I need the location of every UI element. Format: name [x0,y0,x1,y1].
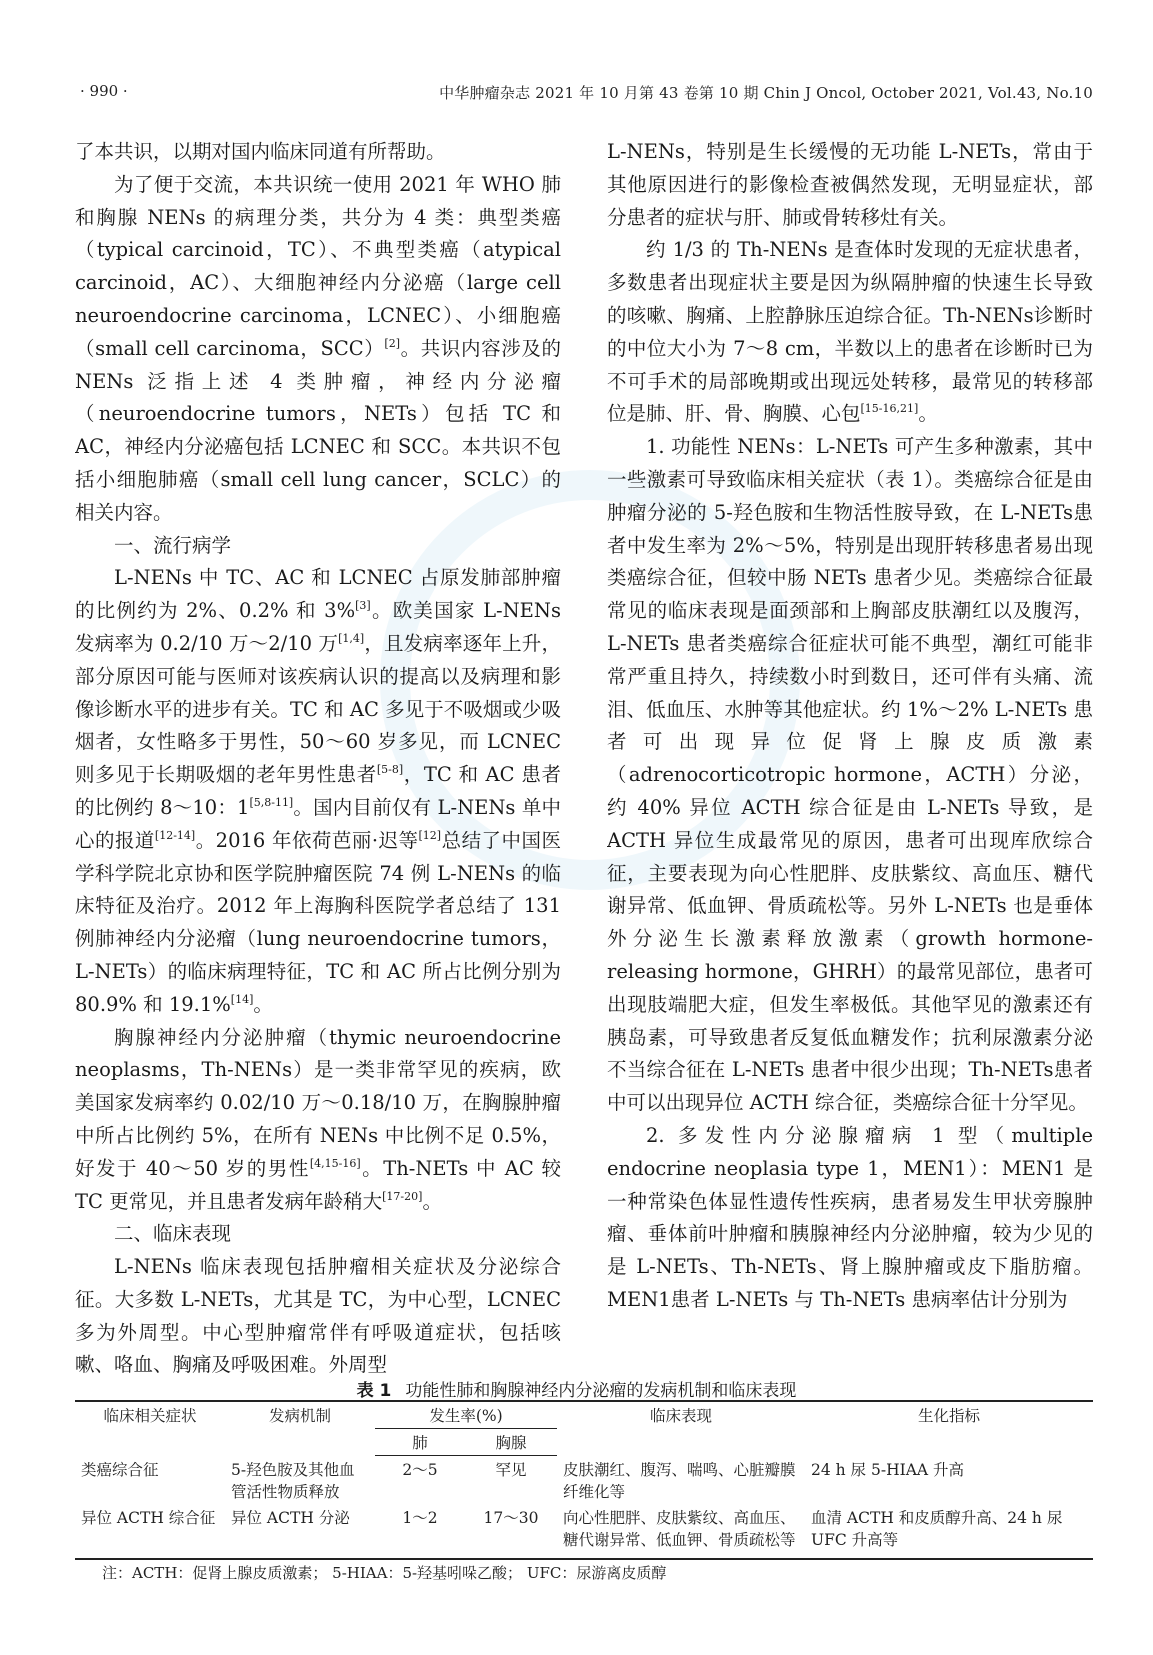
paragraph: L-NENs 临床表现包括肿瘤相关症状及分泌综合征。大多数 L-NETs，尤其是 TC，为中心型，LCNEC 多为外周型。中心型肿瘤常伴有呼吸道症状，包括咳嗽、咯血、胸痛及呼吸困难。外周型 [75,1255,561,1376]
table-note: 注：ACTH：促肾上腺皮质激素； 5-HIAA：5-羟基吲哚乙酸； UFC：尿游离皮质醇 [102,1564,667,1582]
cell-lung: 1～2 [375,1504,465,1559]
section-heading: 一、流行病学 [114,533,232,557]
body-columns [75,136,1093,1376]
cell-manifestation: 皮肤潮红、腹泻、喘鸣、心脏瓣膜纤维化等 [563,1460,796,1501]
paragraph: L-NENs 中 TC、AC 和 LCNEC 占原发肺部肿瘤的比例约为 2%、0.2% 和 3%[3]。欧美国家 L-NENs 发病率为 0.2/10 万～2/10 万[1,4]，且发病率逐年上升，部分原因可能与医师对该疾病认识的提高以及病理和影像诊断水平的进步有关。TC 和 AC 多见于不吸烟或少吸烟者，女性略多于男性，50～60 岁多见，而 LCNEC 则多见于长期吸烟的老年男性患者[5-8]，TC 和 AC 患者的比例约 8～10：1[5,8-11]。国内目前仅有 L-NENs 单中心的报道[12-14]。2016 年依荷芭丽·迟等[12]总结了中国医学科学院北京协和医学院肿瘤医院 74 例 L-NENs 的临床特征及治疗。2012 年上海胸科医院学者总结了 131 例肺神经内分泌瘤（lung neuroendocrine tumors，L-NETs）的临床病理特征，TC 和 AC 所占比例分别为 80.9% 和 19.1%[14]。 [75,566,561,1016]
header-biochem: 生化指标 [805,1401,1093,1456]
paragraph: 2. 多发性内分泌腺瘤病 1 型（multiple endocrine neoplasia type 1，MEN1）：MEN1 是一种常染色体显性遗传性疾病，患者易发生甲状旁腺肿瘤、垂体前叶肿瘤和胰腺神经内分泌肿瘤，较为少见的是 L-NETs、Th-NETs、肾上腺肿瘤或皮下脂肪瘤。MEN1患者 L-NETs 与 Th-NETs 患病率估计分别为 [607,1123,1093,1311]
header-mechanism: 发病机制 [225,1401,375,1456]
table-caption [0,1376,1153,1401]
cell-symptom: 类癌综合征 [81,1460,159,1479]
cell-mechanism: 5-羟色胺及其他血管活性物质释放 [231,1460,355,1501]
paragraph: 约 1/3 的 Th-NENs 是查体时发现的无症状患者，多数患者出现症状主要是因为纵隔肿瘤的快速生长导致的咳嗽、胸痛、上腔静脉压迫综合征。Th-NENs诊断时的中位大小为 7～8 cm，半数以上的患者在诊断时已为不可手术的局部晚期或出现远处转移，最常见的转移部位是肺、肝、骨、胸膜、心包[15-16,21]。 [607,238,1093,426]
header-incidence: 发生率(%) [375,1401,557,1429]
citation: [4,15-16] [309,1156,361,1170]
cell-manifestation: 向心性肥胖、皮肤紫纹、高血压、糖代谢异常、低血钾、骨质疏松等 [557,1504,805,1559]
right-column [607,136,1093,1376]
paragraph: 胸腺神经内分泌肿瘤（thymic neuroendocrine neoplasms，Th-NENs）是一类非常罕见的疾病，欧美国家发病率约 0.02/10 万～0.18/10 万，在胸腺肿瘤中所占比例约 5%，在所有 NENs 中比例不足 0.5%，好发于 40～50 岁的男性[4,15-16]。Th-NETs 中 AC 较 TC 更常见，并且患者发病年龄稍大[17-20]。 [75,1025,561,1213]
cell-symptom: 异位 ACTH 综合征 [75,1504,225,1559]
header-thymus: 胸腺 [465,1429,557,1456]
citation: [15-16,21] [860,402,919,416]
citation: [2] [384,336,401,350]
page-header [80,78,1093,104]
citation: [14] [230,992,254,1006]
citation: [5,8-11] [249,795,294,809]
data-table [75,1400,1093,1560]
citation: [12] [418,828,442,842]
cell-mechanism: 异位 ACTH 分泌 [225,1504,375,1559]
cell-biochem: 24 h 尿 5-HIAA 升高 [811,1460,965,1479]
citation: [17-20] [382,1189,423,1203]
table-title: 功能性肺和胸腺神经内分泌瘤的发病机制和临床表现 [405,1381,797,1401]
cell-lung: 2～5 [402,1461,438,1479]
paragraph: 了本共识，以期对国内临床同道有所帮助。 [75,140,446,163]
header-manifestation: 临床表现 [557,1401,805,1456]
cell-biochem: 血清 ACTH 和皮质醇升高、24 h 尿 UFC 升高等 [805,1504,1093,1559]
page-number: · 990 · [80,82,128,100]
paragraph: 为了便于交流，本共识统一使用 2021 年 WHO 肺和胸腺 NENs 的病理分类，共分为 4 类：典型类癌（typical carcinoid，TC）、不典型类癌（atypical carcinoid，AC）、大细胞神经内分泌癌（large cell neuroendocrine carcinoma，LCNEC）、小细胞癌（small cell carcinoma，SCC）[2]。共识内容涉及的 NENs 泛指上述 4 类肿瘤，神经内分泌瘤（neuroendocrine tumors，NETs）包括 TC 和 AC，神经内分泌癌包括 LCNEC 和 SCC。本共识不包括小细胞肺癌（small cell lung cancer，SCLC）的相关内容。 [75,172,561,524]
cell-thymus: 罕见 [495,1461,527,1479]
table-number: 表 1 [356,1381,392,1401]
table-row [75,1504,1093,1559]
citation: [3] [355,599,371,613]
citation: [12-14] [154,828,196,842]
paragraph: 1. 功能性 NENs：L-NETs 可产生多种激素，其中一些激素可导致临床相关症状（表 1）。类癌综合征是由肿瘤分泌的 5-羟色胺和生物活性胺导致，在 L-NETs患者中发生率为 2%～5%，特别是出现肝转移患者易出现类癌综合征，但较中肠 NETs 患者少见。类癌综合征最常见的临床表现是面颈部和上胸部皮肤潮红以及腹泻，L-NETs 患者类癌综合征症状可能不典型，潮红可能非常严重且持久，持续数小时到数日，还可伴有头痛、流泪、低血压、水肿等其他症状。约 1%～2% L-NETs 患者可出现异位促肾上腺皮质激素（adrenocorticotropic hormone，ACTH）分泌，约 40% 异位 ACTH 综合征是由 L-NETs 导致，是 ACTH 异位生成最常见的原因，患者可出现库欣综合征，主要表现为向心性肥胖、皮肤紫纹、高血压、糖代谢异常、低血钾、骨质疏松等。另外 L-NETs 也是垂体外分泌生长激素释放激素（growth hormone-releasing hormone，GHRH）的最常见部位，患者可出现肢端肥大症，但发生率极低。其他罕见的激素还有胰岛素，可导致患者反复低血糖发作；抗利尿激素分泌不当综合征在 L-NETs 患者中很少出现；Th-NETs患者中可以出现异位 ACTH 综合征，类癌综合征十分罕见。 [607,435,1093,1115]
header-symptom: 临床相关症状 [75,1401,225,1456]
running-title: 中华肿瘤杂志 2021 年 10 月第 43 卷第 10 期 Chin J Oncol, October 2021, Vol.43, No.10 [439,84,1093,102]
left-column [75,136,561,1376]
citation: [1,4] [338,631,365,645]
paragraph: L-NENs，特别是生长缓慢的无功能 L-NETs，常由于其他原因进行的影像检查被偶然发现，无明显症状，部分患者的症状与肝、肺或骨转移灶有关。 [607,140,1093,229]
section-heading: 二、临床表现 [114,1222,232,1246]
table-row [75,1456,1093,1504]
header-lung: 肺 [375,1429,465,1456]
citation: [5-8] [376,763,404,777]
cell-thymus: 17～30 [465,1504,557,1559]
